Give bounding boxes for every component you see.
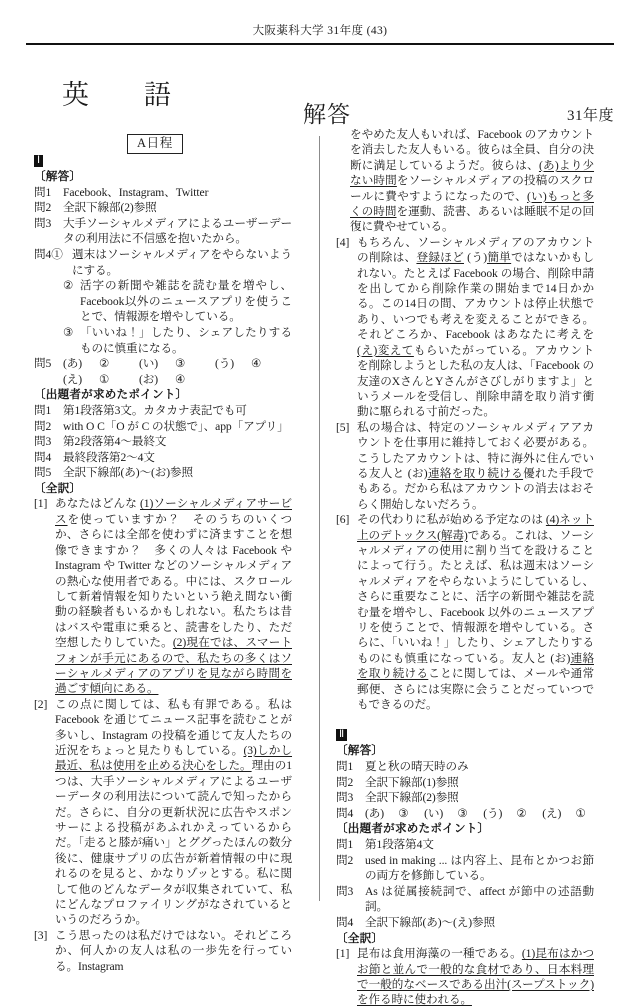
answer-label: 問3: [34, 216, 52, 230]
section-2-translation-heading: 〔全訳〕: [336, 931, 384, 945]
paragraph-text: をやめた友人もいれば、Facebook のアカウントを消去した友人もいる。彼らは全員、自分の決断に満足しているようだ。彼らは、(あ)より少ない時間をソーシャルメディアの投稿のスクロールに費やすようになったので、(い)もっと多くの時間を運動、読書、あるいは睡眠不足の回復に費やせている。: [350, 128, 595, 234]
choice-key: (い): [139, 357, 159, 371]
running-head: 大阪薬科大学 31年度 (43): [252, 25, 388, 37]
translation-paragraph: [336, 512, 594, 712]
section-2-points-heading: 〔出題者が求めたポイント〕: [336, 822, 490, 836]
year-label: 31年度: [566, 108, 614, 124]
answer-title: 解答: [303, 102, 351, 127]
point-row: [336, 884, 594, 915]
section-1-points-list: [34, 403, 292, 481]
translation-paragraph: [34, 928, 292, 974]
translation-paragraph: [336, 946, 594, 1008]
point-label: 問1: [34, 403, 52, 417]
section-2-points-list: [336, 837, 594, 931]
underlined-span: (2)現在では、スマートフォンが手元にあるので、私たちの多くはソーシャルメディアのアプリを見ながら時間を過ごす傾向にある。: [55, 636, 292, 696]
paragraph-text: この点に関しては、私も有罪である。私は Facebook を通じてニュース記事を読むことが多いし、Instagram の投稿を通じて友人たちの近況をちょっと見たりもしている。(3)しかし最近、私は使用を止める決心をした。理由の1つは、大手ソーシャルメディアによるユーザーデータの利用法について読んで知ったからだ。さらに、自分の更新状況に広告やスポンサーによる投稿があふれかえっているからだ。「走ると膝が痛い」とググったほんの数分後に、健康サプリの広告が新着情報の中に現れるのを見ると、かなりゾッとする。私に関して他のどんなデータが収集されていて、私にどんなプロファイリングがなされているというのだろうか。: [55, 697, 293, 927]
point-text: 全訳下線部(あ)～(え)参照: [365, 915, 495, 929]
answer-label: 問5: [34, 357, 52, 371]
answer-row: [336, 790, 594, 806]
answer-sub-text: 活字の新聞や雑誌を読む量を増やし、Facebook以外のニュースアプリを使うことで、情報源を増やしている。: [80, 279, 292, 324]
paragraph-number: [5]: [336, 420, 350, 434]
paragraph-number: [4]: [336, 235, 350, 249]
choice-value: ④: [251, 357, 262, 371]
translation-paragraph: [336, 235, 594, 420]
point-row: [34, 450, 292, 466]
point-text: As は従属接続詞で、affect が節中の述語動詞。: [365, 884, 594, 914]
choice-key: (あ): [365, 806, 385, 820]
choice-value: ③: [457, 806, 468, 820]
translation-paragraph: [34, 697, 292, 928]
left-column: [34, 152, 292, 974]
choice-value: ②: [516, 806, 527, 820]
answer-text: 週末はソーシャルメディアをやらないようにする。: [72, 247, 292, 277]
answer-sub-number: ③: [63, 325, 74, 339]
section-1-points-heading: 〔出題者が求めたポイント〕: [34, 388, 188, 402]
paragraph-text: その代わりに私が始める予定なのは (4)ネット上のデトックス(解毒)である。これは、ソーシャルメディアの使用に割り当てを設けることによって行う。たとえば、私は週末はソーシャルメディアをやらないようにしているし、さらに重要なことに、活字の新聞や雑誌を読む量を増やし、Facebook 以外のニュースアプリを使うことで、情報源を増やしている。さらに、「いいね！」したり、シェアしたりするものにも慎重になっている。友人と (お)連絡を取り続けることに関しては、メールや通常郵便、さらには実際に会うことだっていつでもできるのだ。: [357, 513, 595, 712]
choice-key: (い): [424, 806, 444, 820]
answer-sub-text: 「いいね！」したり、シェアしたりするものに慎重になる。: [80, 325, 292, 355]
choice-value: ②: [99, 357, 110, 371]
answer-row-q5-line1: [34, 356, 292, 372]
section-marker: Ⅰ: [34, 155, 43, 167]
point-label: 問1: [336, 838, 354, 851]
answer-subrow: [34, 278, 292, 325]
choice-value: ①: [575, 806, 586, 820]
underlined-span: (3)しかし最近、私は使用を止める決心をした。: [55, 743, 293, 773]
point-label: 問5: [34, 466, 52, 480]
paragraph-number: [1]: [336, 947, 350, 961]
translation-paragraph: [336, 420, 594, 512]
answer-row: [34, 216, 292, 247]
point-text: 第1段落第3文。カタカナ表記でも可: [63, 403, 247, 417]
point-text: 全訳下線部(あ)～(お)参照: [63, 466, 193, 480]
answer-label-spacer: [34, 372, 63, 388]
section-1-translation-heading: 〔全訳〕: [34, 481, 82, 495]
answer-text: 全訳下線部(1)参照: [365, 775, 459, 789]
point-row: [336, 837, 594, 853]
point-label: 問3: [34, 435, 52, 449]
section-2-marker-row: [336, 726, 594, 742]
section-1-translation: [34, 496, 292, 974]
paragraph-text: もちろん、ソーシャルメディアのアカウントの削除は、登録ほど (う)簡単ではないかもしれない。たとえば Facebook の場合、削除申請を出してから削除作業の開始まで14日かかる。この14日の間、アカウントは停止状態であり、いつでも考えを変えることができる。それどころか、Facebook はあなたに考えを(え)変えてもらいたがっている。アカウントを削除しようとした私の友人は、「Facebook の友達のXさんとYさんがさびしがりますよ」というメールを受信し、削除申請を取り消す衝動に駆られる寸前だった。: [357, 235, 594, 419]
paragraph-text: 私の場合は、特定のソーシャルメディアアカウントを仕事用に維持しておく必要がある。こうしたアカウントは、特に海外に住んでいる友人と (お)連絡を取り続ける優れた手段でもある。だから私はアカウントの消去はおそらく開始しないだろう。: [357, 420, 594, 511]
point-text: 最終段落第2～4文: [63, 450, 155, 464]
answer-text: 大手ソーシャルメディアによるユーザーデータの利用法に不信感を抱いたから。: [63, 216, 292, 246]
point-label: 問2: [34, 419, 52, 433]
schedule-badge: A日程: [127, 134, 183, 154]
choice-value: ④: [175, 372, 186, 386]
answer-row: [34, 200, 292, 216]
answer-row: [336, 775, 594, 791]
answer-row-q5-line2: [34, 372, 292, 388]
answer-label: 問4: [336, 806, 354, 820]
underlined-span: 連絡を取り続ける: [427, 466, 524, 480]
choice-value: ③: [398, 806, 409, 820]
point-text: 第2段落第4～最終文: [63, 435, 167, 449]
point-row: [34, 465, 292, 481]
paragraph-text: こう思ったのは私だけではない。それどころか、何人かの友人は私の一歩先を行っている。Instagram: [55, 928, 292, 973]
right-column: [336, 127, 594, 1008]
answer-label: 問1: [336, 760, 354, 774]
answer-text: 全訳下線部(2)参照: [365, 791, 459, 805]
choice-key: (え): [63, 372, 83, 386]
answer-text: Facebook、Instagram、Twitter: [63, 185, 209, 199]
choice-key: (え): [542, 806, 562, 820]
paragraph-text: あなたはどんな (1)ソーシャルメディアサービスを使っていますか？ そのうちのいくつか、さらには全部を使わずに済ますことを想像できますか？ 多くの人々は Facebook や Instagram や Twitter などのソーシャルメディアの熱心な使用者である。中には、スクロールして新着情報を知りたいという絶え間ない衝動の経験者もいるかもしれない。私たちは昔はバスや電車に乗ると、読書をしたり、ただ空想したりしていた。(2)現在では、スマートフォンが手元にあるので、私たちの多くはソーシャルメディアのアプリを見ながら時間を過ごす傾向にある。: [55, 497, 293, 696]
point-text: with O C「O が C の状態で」、app「アプリ」: [63, 419, 289, 433]
point-row: [336, 915, 594, 931]
answer-row: [336, 759, 594, 775]
section-1-answer-list: [34, 185, 292, 247]
point-label: 問4: [34, 450, 52, 464]
section-1-answers-heading: 〔解答〕: [34, 170, 82, 183]
column-divider: [319, 136, 320, 901]
answer-label: 問1: [34, 185, 52, 199]
answer-text: 夏と秋の晴天時のみ: [365, 760, 469, 774]
answer-row: [34, 185, 292, 201]
underlined-span: 簡単: [486, 251, 512, 265]
choice-key: (う): [483, 806, 503, 820]
paragraph-number: [1]: [34, 497, 48, 511]
answer-label: 問2: [34, 201, 52, 215]
point-row: [336, 853, 594, 884]
section-2-answer-list: [336, 759, 594, 806]
answer-row-q4: [336, 806, 594, 822]
paragraph-number: [6]: [336, 513, 350, 527]
point-row: [34, 434, 292, 450]
underlined-span: (あ)より少ない時間: [350, 158, 595, 188]
section-1-marker-row: [34, 152, 292, 168]
choice-key: (う): [215, 357, 235, 371]
choice-key: (あ): [63, 357, 83, 371]
paragraph-text: 昆布は食用海藻の一種である。(1)昆布はかつお節と並んで一般的な食材であり、日本料理で一般的なベースである出汁(スープストック)を作る時に使われる。: [357, 947, 594, 1007]
section-2-answers-heading: 〔解答〕: [336, 744, 384, 758]
choice-value: ①: [99, 372, 110, 386]
underlined-span: 連絡を取り続ける: [357, 651, 594, 681]
answer-subrow: [34, 325, 292, 356]
underlined-span: (4)ネット上のデトックス(解毒): [357, 513, 594, 542]
answer-text: 全訳下線部(2)参照: [63, 201, 157, 215]
underlined-span: (1)ソーシャルメディアサービス: [55, 497, 293, 526]
underlined-span: 登録ほど: [416, 251, 464, 265]
point-label: 問3: [336, 884, 354, 898]
answer-label: 問3: [336, 791, 354, 805]
answer-row-q4: [34, 247, 292, 278]
page-title: 英 語: [62, 80, 185, 110]
point-label: 問2: [336, 853, 354, 867]
underlined-span: (い)もっと多くの時間: [350, 189, 594, 219]
paragraph-number: [2]: [34, 697, 48, 711]
point-text: 第1段落第4文: [365, 838, 434, 851]
point-row: [34, 419, 292, 435]
translation-continuation: [336, 127, 594, 235]
point-row: [34, 403, 292, 419]
underlined-span: (1)昆布はかつお節と並んで一般的な食材であり、日本料理で一般的なベースである出汁(スープストック)を作る時に使われる。: [357, 947, 594, 1007]
underlined-span: (え)変えて: [357, 343, 414, 357]
choice-value: ③: [175, 357, 186, 371]
answer-label: 問4①: [34, 247, 63, 261]
translation-paragraph: [34, 496, 292, 696]
choice-key: (お): [139, 372, 159, 386]
paragraph-number: [3]: [34, 928, 48, 942]
answer-sub-number: ②: [63, 279, 74, 293]
point-text: used in making ... は内容上、昆布とかつお節の両方を修飾している。: [365, 853, 594, 883]
header-rule: [26, 43, 614, 45]
point-label: 問4: [336, 915, 354, 929]
answer-label: 問2: [336, 775, 354, 789]
section-marker: Ⅱ: [336, 729, 347, 741]
